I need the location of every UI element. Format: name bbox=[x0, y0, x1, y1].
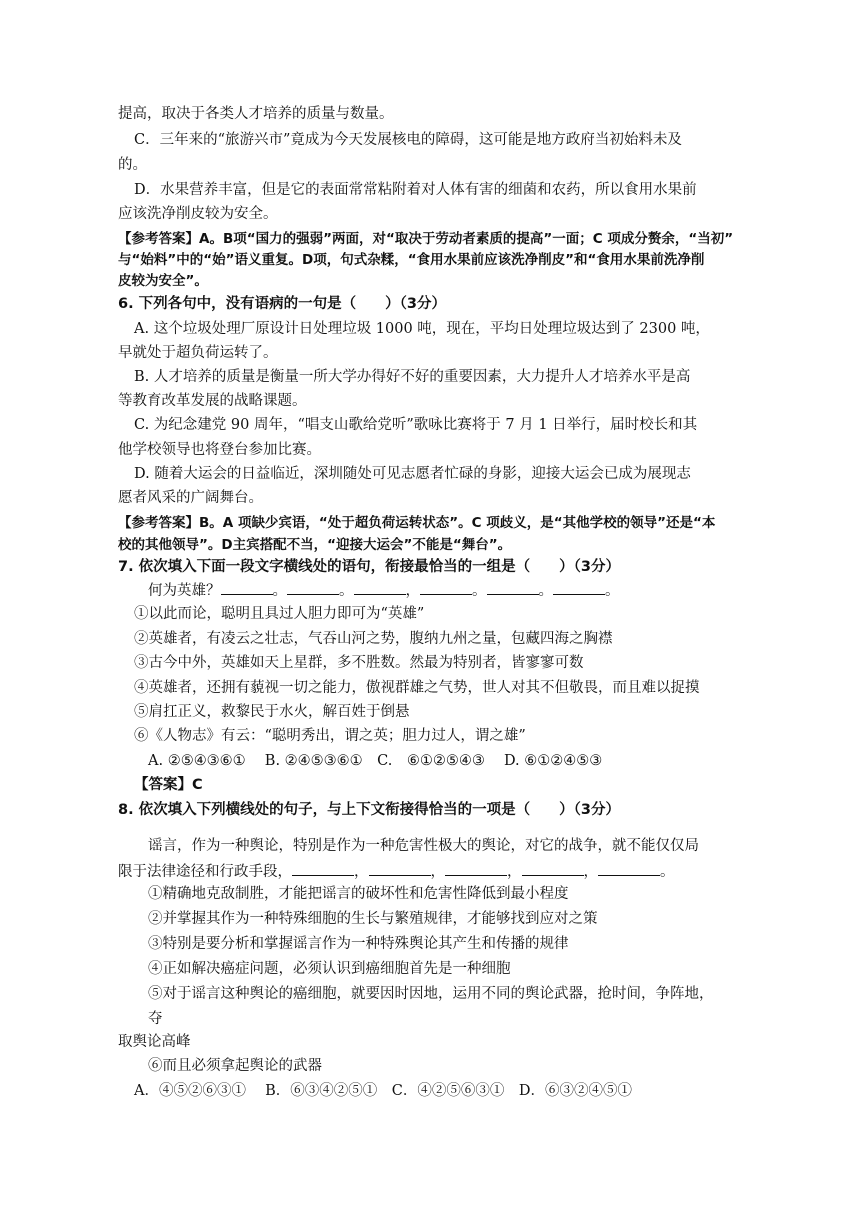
q8-sentence-2: ②并掌握其作为一种特殊细胞的生长与繁殖规律，才能够找到应对之策 bbox=[148, 911, 598, 927]
q8-sentence-5-cont: 取舆论高峰 bbox=[118, 1034, 191, 1050]
q8-paragraph-text: 限于法律途径和行政手段， bbox=[118, 864, 292, 880]
q7-punct: 。 bbox=[605, 583, 620, 599]
q8-punct: 。 bbox=[660, 864, 675, 880]
q6-answer: 【参考答案】B。A 项缺少宾语，“处于超负荷运转状态”。C 项歧义，是“其他学校的领导”还是“本 bbox=[118, 515, 716, 531]
blank-line bbox=[487, 580, 539, 595]
blank-line bbox=[287, 580, 339, 595]
q8-options: A．④⑤②⑥③① B．⑥③④②⑤① C．④②⑤⑥③① D．⑥③②④⑤① bbox=[134, 1083, 632, 1099]
q5-answer-cont: 与“始料”中的“始”语义重复。D项，句式杂糅，“食用水果前应该洗净削皮”和“食用水果前洗净削 bbox=[118, 252, 705, 268]
q6-title: 6. 下列各句中，没有语病的一句是（ ）（3分） bbox=[118, 296, 446, 312]
blank-line bbox=[354, 580, 406, 595]
q8-paragraph-cont bbox=[118, 861, 675, 882]
q8-punct: ， bbox=[583, 864, 598, 880]
q6-option-b: B. 人才培养的质量是衡量一所大学办得好不好的重要因素，大力提升人才培养水平是高 bbox=[134, 369, 691, 385]
q8-punct: ， bbox=[430, 864, 445, 880]
q8-punct: ， bbox=[507, 864, 522, 880]
blank-line bbox=[420, 580, 472, 595]
q7-sentence-6: ⑥《人物志》有云：“聪明秀出，谓之英；胆力过人，谓之雄” bbox=[134, 728, 526, 744]
q7-lead: 何为英雄？ bbox=[148, 583, 221, 599]
q7-punct: 。 bbox=[472, 583, 487, 599]
q7-sentence-4: ④英雄者，还拥有藐视一切之能力，傲视群雄之气势，世人对其不但敬畏，而且难以捉摸 bbox=[134, 680, 700, 696]
q8-sentence-5: ⑤对于谣言这种舆论的癌细胞，就要因时因地，运用不同的舆论武器，抢时间，争阵地， bbox=[148, 986, 714, 1002]
q5-text-line: 提高，取决于各类人才培养的质量与数量。 bbox=[118, 106, 394, 122]
q7-sentence-1: ①以此而论，聪明且具过人胆力即可为“英雄” bbox=[134, 606, 425, 622]
q6-option-d-cont: 愿者风采的广阔舞台。 bbox=[118, 490, 263, 506]
q6-option-d: D. 随着大运会的日益临近，深圳随处可见志愿者忙碌的身影，迎接大运会已成为展现志 bbox=[134, 466, 691, 482]
q8-sentence-5-cont: 夺 bbox=[148, 1011, 163, 1027]
q7-sentence-2: ②英雄者，有凌云之壮志，气吞山河之势，腹纳九州之量，包藏四海之胸襟 bbox=[134, 631, 613, 647]
blank-line bbox=[445, 861, 507, 876]
q6-option-b-cont: 等教育改革发展的战略课题。 bbox=[118, 393, 307, 409]
q8-sentence-3: ③特别是要分析和掌握谣言作为一种特殊舆论其产生和传播的规律 bbox=[148, 936, 569, 952]
q6-answer-cont: 校的其他领导”。D主宾搭配不当，“迎接大运会”不能是“舞台”。 bbox=[118, 537, 512, 553]
q8-title: 8. 依次填入下列横线处的句子，与上下文衔接得恰当的一项是（ ）（3分） bbox=[118, 802, 620, 818]
q5-answer-cont: 皮较为安全”。 bbox=[118, 273, 208, 289]
q8-punct: ， bbox=[354, 864, 369, 880]
blank-line bbox=[522, 861, 584, 876]
q7-title: 7. 依次填入下面一段文字横线处的语句，衔接最恰当的一组是（ ）（3分） bbox=[118, 559, 620, 575]
blank-line bbox=[221, 580, 273, 595]
q7-punct: 。 bbox=[538, 583, 553, 599]
q6-option-a-cont: 早就处于超负荷运转了。 bbox=[118, 345, 278, 361]
blank-line bbox=[598, 861, 660, 876]
q7-fill-line bbox=[148, 580, 620, 601]
q5-option-d: D．水果营养丰富，但是它的表面常常粘附着对人体有害的细菌和农药，所以食用水果前 bbox=[134, 182, 697, 198]
q6-option-c-cont: 他学校领导也将登台参加比赛。 bbox=[118, 442, 321, 458]
blank-line bbox=[292, 861, 354, 876]
q5-option-d-cont: 应该洗净削皮较为安全。 bbox=[118, 206, 278, 222]
q5-option-c: C．三年来的“旅游兴市”竟成为今天发展核电的障碍，这可能是地方政府当初始料未及 bbox=[134, 132, 682, 148]
q5-answer: 【参考答案】A。B项“国力的强弱”两面，对“取决于劳动者素质的提高”一面；C 项成分赘余，“当初” bbox=[118, 231, 734, 247]
q7-sentence-5: ⑤肩扛正义，救黎民于水火，解百姓于倒悬 bbox=[134, 704, 410, 720]
q7-sentence-3: ③古今中外，英雄如天上星群，多不胜数。然最为特别者，皆寥寥可数 bbox=[134, 655, 584, 671]
q6-option-c: C. 为纪念建党 90 周年，“唱支山歌给党听”歌咏比赛将于 7 月 1 日举行，届时校长和其 bbox=[134, 417, 698, 433]
blank-line bbox=[369, 861, 431, 876]
q8-paragraph: 谣言，作为一种舆论，特别是作为一种危害性极大的舆论，对它的战争，就不能仅仅局 bbox=[148, 838, 699, 854]
q6-option-a: A. 这个垃圾处理厂原设计日处理垃圾 1000 吨，现在，平均日处理垃圾达到了 2300 吨， bbox=[134, 321, 710, 337]
q7-answer: 【答案】C bbox=[134, 777, 203, 793]
q7-punct: ， bbox=[405, 583, 420, 599]
q7-punct: 。 bbox=[339, 583, 354, 599]
q8-sentence-6: ⑥而且必须拿起舆论的武器 bbox=[148, 1058, 322, 1074]
q7-options: A. ②⑤④③⑥① B. ②④⑤③⑥① C. ⑥①②⑤④③ D. ⑥①②④⑤③ bbox=[148, 753, 603, 769]
q8-sentence-4: ④正如解决癌症问题，必须认识到癌细胞首先是一种细胞 bbox=[148, 961, 511, 977]
q7-punct: 。 bbox=[272, 583, 287, 599]
q8-sentence-1: ①精确地克敌制胜，才能把谣言的破坏性和危害性降低到最小程度 bbox=[148, 886, 569, 902]
q5-option-c-cont: 的。 bbox=[118, 157, 147, 173]
blank-line bbox=[553, 580, 605, 595]
